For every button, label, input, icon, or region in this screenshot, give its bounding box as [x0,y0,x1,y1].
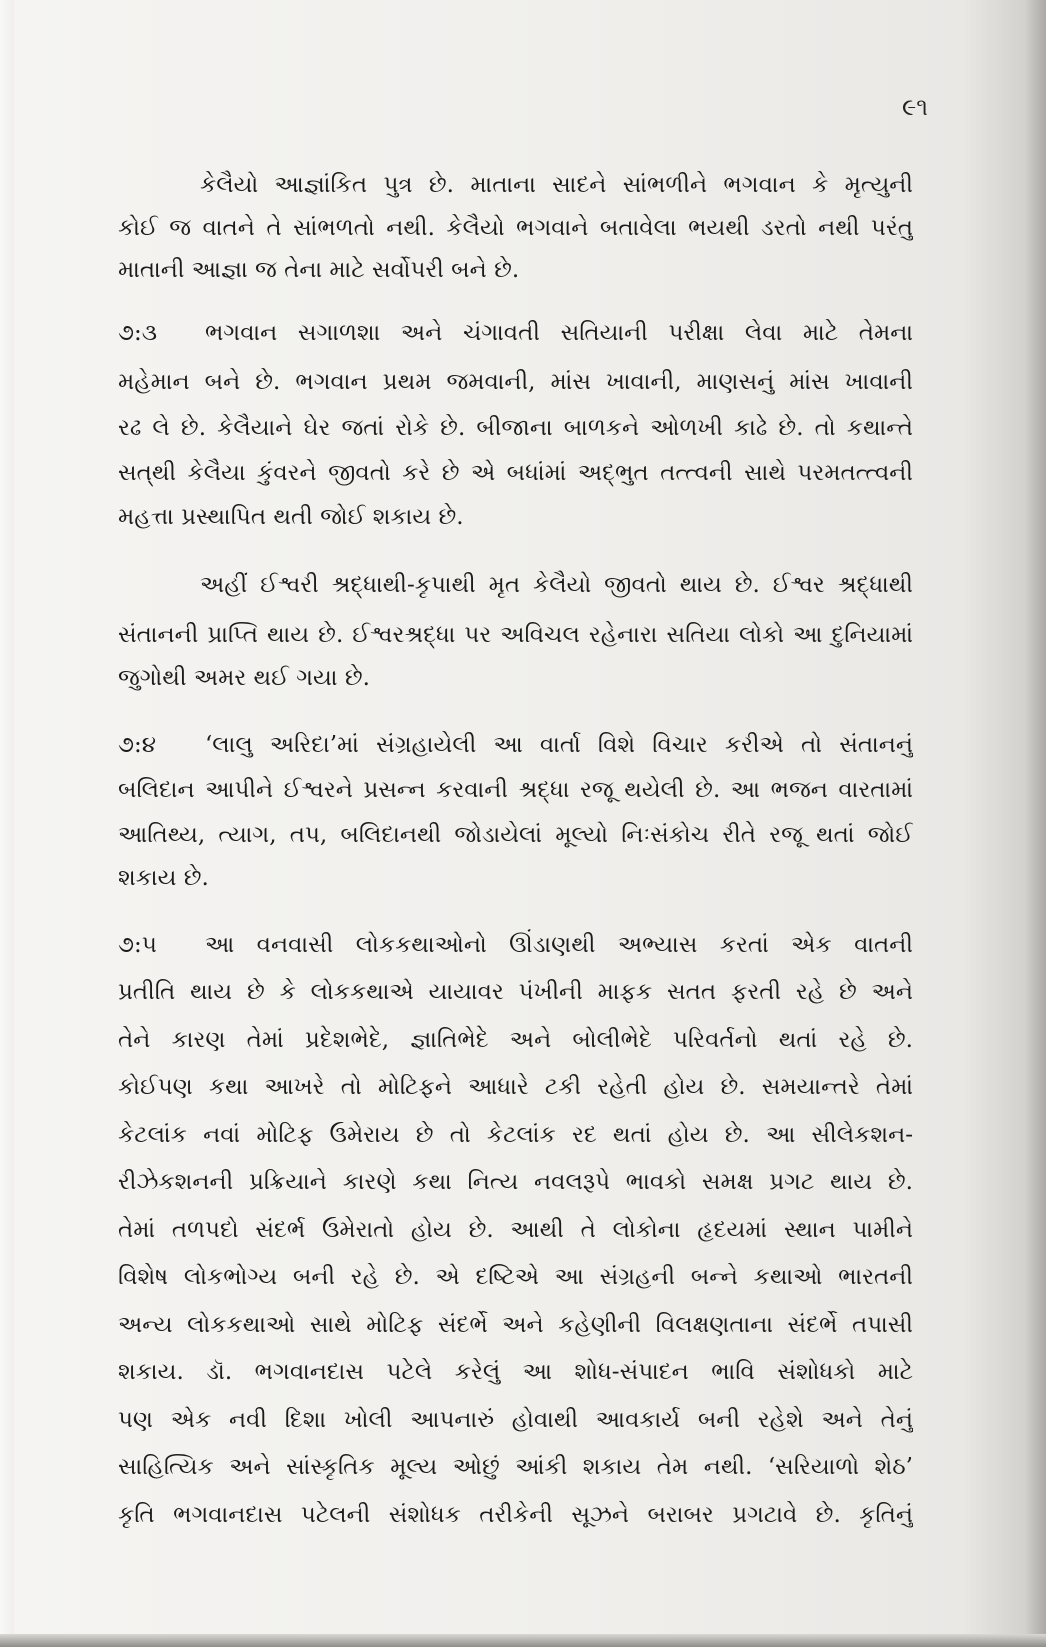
text-line: અન્ય લોકકથાઓ સાથે મોટિફ સંદર્ભે અને કહેણીની વિલક્ષણતાના સંદર્ભે તપાસી [118,1312,913,1338]
page-left-edge [0,0,14,1647]
text-line: સાહિત્યિક અને સાંસ્કૃતિક મૂલ્ય ઓછું આંકી શકાય તેમ નથી. ‘સરિયાળો શેઠ’ [118,1454,913,1480]
text-line: અહીં ઈશ્વરી શ્રદ્ધાથી-કૃપાથી મૃત કેલૈયો જીવતો થાય છે. ઈશ્વર શ્રદ્ધાથી [200,572,913,598]
text-line: કોઈપણ કથા આખરે તો મોટિફને આધારે ટકી રહેતી હોય છે. સમયાન્તરે તેમાં [118,1074,913,1100]
text-line: શકાય. ડૉ. ભગવાનદાસ પટેલે કરેલું આ શોધ-સંપાદન ભાવિ સંશોધકો માટે [118,1359,913,1385]
section-number: ૭:૩ [118,320,158,346]
text-line: શકાય છે. [118,865,209,891]
text-line: વિશેષ લોકભોગ્ય બની રહે છે. એ દષ્ટિએ આ સંગ્રહની બન્ને કથાઓ ભારતની [118,1264,913,1290]
text-line: કેલૈયો આજ્ઞાંકિત પુત્ર છે. માતાના સાદને સાંભળીને ભગવાન કે મૃત્યુની [200,172,913,198]
page-number: ૯૧ [902,93,928,121]
text-line: મહેમાન બને છે. ભગવાન પ્રથમ જમવાની, માંસ ખાવાની, માણસનું માંસ ખાવાની [118,369,913,395]
text-line: ‘લાલુ અરિદા’માં સંગ્રહાયેલી આ વાર્તા વિશે વિચાર કરીએ તો સંતાનનું [205,732,913,758]
text-line: આતિથ્ય, ત્યાગ, તપ, બલિદાનથી જોડાયેલાં મૂલ્યો નિઃસંકોચ રીતે રજૂ થતાં જોઈ [118,822,913,848]
text-line: ભગવાન સગાળશા અને ચંગાવતી સતિયાની પરીક્ષા લેવા માટે તેમના [205,320,913,346]
page-bottom-edge [0,1634,1046,1647]
text-line: મહત્તા પ્રસ્થાપિત થતી જોઈ શકાય છે. [118,504,464,530]
text-line: માતાની આજ્ઞા જ તેના માટે સર્વોપરી બને છે. [118,257,520,283]
text-line: સંતાનની પ્રાપ્તિ થાય છે. ઈશ્વરશ્રદ્ધા પર અવિચલ રહેનારા સતિયા લોકો આ દુનિયામાં [118,622,913,648]
text-line: પણ એક નવી દિશા ખોલી આપનારું હોવાથી આવકાર્ય બની રહેશે અને તેનું [118,1407,913,1433]
text-line: આ વનવાસી લોકકથાઓનો ઊંડાણથી અભ્યાસ કરતાં એક વાતની [205,932,913,958]
text-line: કોઈ જ વાતને તે સાંભળતો નથી. કેલૈયો ભગવાને બતાવેલા ભયથી ડરતો નથી પરંતુ [118,215,913,241]
section-number: ૭:૪ [118,732,156,758]
text-line: તેમાં તળપદો સંદર્ભ ઉમેરાતો હોય છે. આથી તે લોકોના હૃદયમાં સ્થાન પામીને [118,1217,913,1243]
text-line: કૃતિ ભગવાનદાસ પટેલની સંશોધક તરીકેની સૂઝને બરાબર પ્રગટાવે છે. કૃતિનું [118,1502,913,1528]
text-line: કેટલાંક નવાં મોટિફ ઉમેરાય છે તો કેટલાંક રદ થતાં હોય છે. આ સીલેકશન- [118,1122,913,1148]
text-line: બલિદાન આપીને ઈશ્વરને પ્રસન્ન કરવાની શ્રદ્ધા રજૂ થયેલી છે. આ ભજન વારતામાં [118,777,913,803]
text-line: સત્‌થી કેલૈયા કુંવરને જીવતો કરે છે એ બધાંમાં અદ્‌ભુત તત્ત્વની સાથે પરમતત્ત્વની [118,460,913,486]
text-line: જુગોથી અમર થઈ ગયા છે. [118,665,370,691]
text-line: તેને કારણ તેમાં પ્રદેશભેદે, જ્ઞાતિભેદે અને બોલીભેદે પરિવર્તનો થતાં રહે છે. [118,1027,913,1053]
text-line: પ્રતીતિ થાય છે કે લોકકથાએ યાયાવર પંખીની માફક સતત ફરતી રહે છે અને [118,979,913,1005]
text-line: રીઝેકશનની પ્રક્રિયાને કારણે કથા નિત્ય નવલરૂપે ભાવકો સમક્ષ પ્રગટ થાય છે. [118,1169,913,1195]
section-number: ૭:૫ [118,932,157,958]
text-line: રઢ લે છે. કેલૈયાને ઘેર જતાં રોકે છે. બીજાના બાળકને ઓળખી કાઢે છે. તો કથાન્તે [118,415,913,441]
